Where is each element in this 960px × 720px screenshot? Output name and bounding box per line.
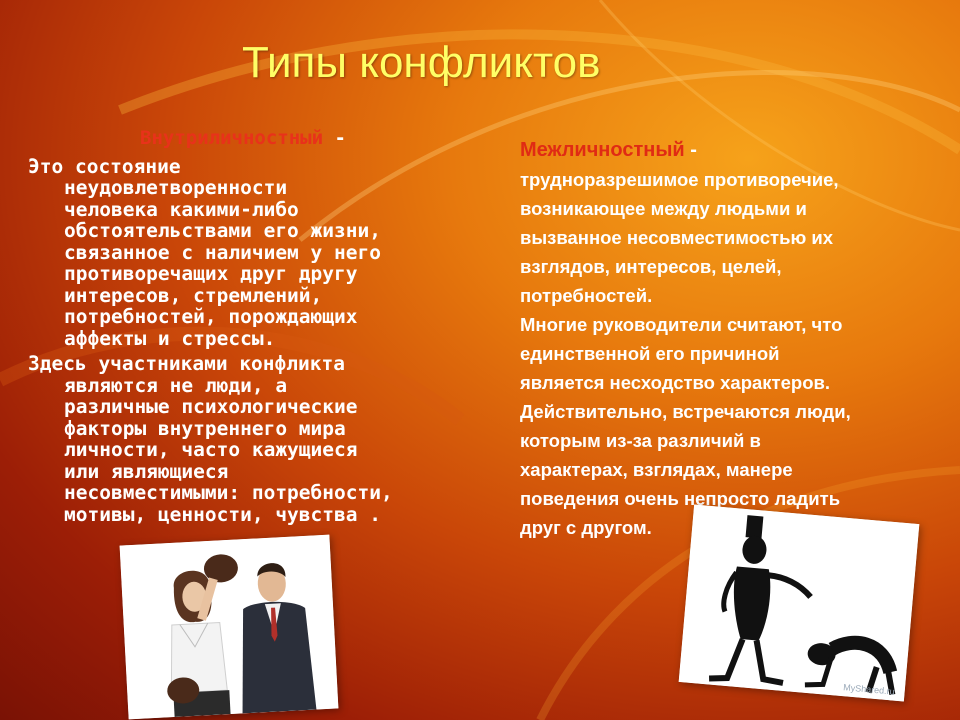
text-line: связанное с наличием у него xyxy=(64,240,381,264)
intrapersonal-participants xyxy=(28,353,498,525)
text-line: аффекты и стрессы. xyxy=(64,326,276,350)
intrapersonal-section xyxy=(28,128,498,525)
text-line: интересов, стремлений, xyxy=(64,283,323,307)
interpersonal-section xyxy=(520,136,950,542)
intrapersonal-heading-dash: - xyxy=(323,127,346,149)
text-line: характерах, взглядах, манере xyxy=(520,459,793,480)
text-line: трудноразрешимое противоречие, xyxy=(520,169,839,190)
interpersonal-heading xyxy=(520,136,950,165)
intrapersonal-heading-label: Внутриличностный xyxy=(140,127,324,149)
silhouette-illustration xyxy=(679,504,920,701)
text-line: Многие руководители считают, что xyxy=(520,314,843,335)
slide-title: Типы конфликтов xyxy=(242,38,601,87)
text-line: обстоятельствами его жизни, xyxy=(64,219,381,242)
intrapersonal-definition xyxy=(28,156,498,350)
text-line: несовместимыми: потребности, xyxy=(64,481,393,504)
text-line: является несходство характеров. xyxy=(520,372,831,393)
text-line: факторы внутреннего мира xyxy=(64,416,346,440)
text-line: или являющиеся xyxy=(64,459,229,483)
text-line: противоречащих друг другу xyxy=(64,262,358,285)
text-line: поведения очень непросто ладить xyxy=(520,488,841,509)
text-line: Это состояние xyxy=(28,154,181,178)
intrapersonal-heading xyxy=(28,128,498,150)
text-line: которым из-за различий в xyxy=(520,430,761,451)
boxing-photo-illustration xyxy=(120,535,339,720)
text-line: личности, часто кажущиеся xyxy=(64,438,358,461)
watermark: MyShared.ru xyxy=(842,682,896,697)
text-line: вызванное несовместимостью их xyxy=(520,227,834,248)
boxing-photo xyxy=(120,535,339,720)
text-line: Здесь участниками конфликта xyxy=(28,352,345,375)
text-line: Действительно, встречаются люди, xyxy=(520,401,851,422)
text-line: взглядов, интересов, целей, xyxy=(520,256,782,277)
silhouette-picture xyxy=(679,504,920,701)
text-line: возникающее между людьми и xyxy=(520,198,807,219)
text-line: неудовлетворенности xyxy=(64,176,288,199)
text-line: единственной его причиной xyxy=(520,343,780,364)
text-line: человека какими-либо xyxy=(64,197,299,221)
text-line: потребностей. xyxy=(520,285,653,306)
interpersonal-heading-dash: - xyxy=(684,139,697,161)
text-line: друг с другом. xyxy=(520,517,652,538)
text-line: потребностей, порождающих xyxy=(64,305,358,328)
text-line: мотивы, ценности, чувства . xyxy=(64,502,381,526)
text-line: различные психологические xyxy=(64,395,358,418)
text-line: являются не люди, а xyxy=(64,373,288,397)
interpersonal-heading-label: Межличностный xyxy=(520,139,685,161)
